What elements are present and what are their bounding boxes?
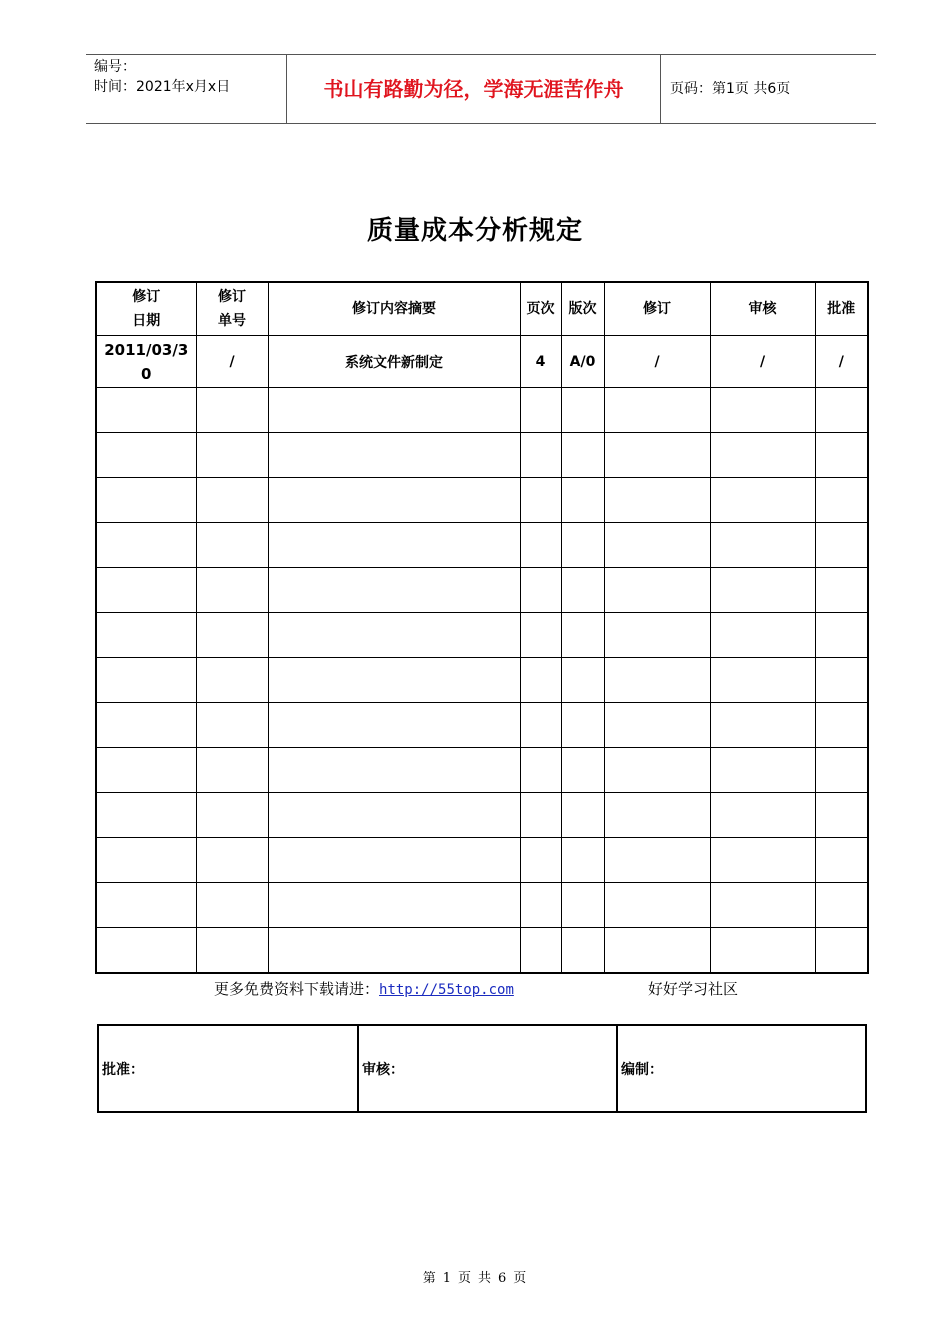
empty-cell xyxy=(561,388,604,433)
empty-cell xyxy=(561,433,604,478)
empty-cell xyxy=(96,388,196,433)
cell-date: 2011/03/3 0 xyxy=(96,336,196,388)
table-row xyxy=(96,433,868,478)
empty-cell xyxy=(196,478,268,523)
empty-cell xyxy=(96,838,196,883)
empty-cell xyxy=(604,838,710,883)
empty-cell xyxy=(815,478,868,523)
empty-cell xyxy=(196,523,268,568)
empty-cell xyxy=(604,568,710,613)
table-row xyxy=(96,336,868,388)
empty-cell xyxy=(561,568,604,613)
empty-cell xyxy=(520,568,561,613)
empty-cell xyxy=(96,793,196,838)
empty-cell xyxy=(710,883,815,928)
header-pages: 页次 xyxy=(520,282,561,336)
empty-cell xyxy=(710,703,815,748)
empty-cell xyxy=(815,388,868,433)
cell-summary: 系统文件新制定 xyxy=(268,336,520,388)
empty-cell xyxy=(268,748,520,793)
empty-cell xyxy=(196,793,268,838)
blank-rows xyxy=(96,388,868,974)
empty-cell xyxy=(815,613,868,658)
download-note xyxy=(214,978,514,999)
empty-cell xyxy=(561,883,604,928)
empty-cell xyxy=(520,748,561,793)
empty-cell xyxy=(520,613,561,658)
empty-cell xyxy=(96,703,196,748)
empty-cell xyxy=(268,433,520,478)
empty-cell xyxy=(520,388,561,433)
table-row xyxy=(96,568,868,613)
empty-cell xyxy=(520,658,561,703)
empty-cell xyxy=(710,838,815,883)
empty-cell xyxy=(96,928,196,974)
cell-review: / xyxy=(710,336,815,388)
header-revision-date: 修订 日期 xyxy=(96,282,196,336)
empty-cell xyxy=(815,838,868,883)
empty-cell xyxy=(520,433,561,478)
table-row xyxy=(96,478,868,523)
empty-cell xyxy=(815,658,868,703)
header-revise: 修订 xyxy=(604,282,710,336)
empty-cell xyxy=(561,838,604,883)
empty-cell xyxy=(268,793,520,838)
empty-cell xyxy=(96,478,196,523)
table-row xyxy=(96,703,868,748)
empty-cell xyxy=(520,478,561,523)
empty-cell xyxy=(604,478,710,523)
header-divider xyxy=(660,55,661,123)
empty-cell xyxy=(561,703,604,748)
empty-cell xyxy=(196,658,268,703)
page-header xyxy=(86,54,876,124)
signature-approve: 批准： xyxy=(98,1025,358,1112)
empty-cell xyxy=(710,433,815,478)
empty-cell xyxy=(196,703,268,748)
empty-cell xyxy=(520,838,561,883)
download-link[interactable]: http://55top.com xyxy=(379,982,514,998)
page-number: 1 xyxy=(442,1271,452,1286)
header-approve: 批准 xyxy=(815,282,868,336)
empty-cell xyxy=(196,928,268,974)
table-row xyxy=(96,838,868,883)
total-pages: 6 xyxy=(498,1271,508,1286)
header-revision-order-no: 修订 单号 xyxy=(196,282,268,336)
empty-cell xyxy=(710,928,815,974)
empty-cell xyxy=(96,568,196,613)
empty-cell xyxy=(815,928,868,974)
table-row xyxy=(96,928,868,974)
empty-cell xyxy=(815,793,868,838)
empty-cell xyxy=(710,748,815,793)
table-row xyxy=(96,523,868,568)
cell-approve: / xyxy=(815,336,868,388)
empty-cell xyxy=(561,793,604,838)
cell-pages: 4 xyxy=(520,336,561,388)
empty-cell xyxy=(96,523,196,568)
community-name: 好好学习社区 xyxy=(648,980,739,998)
empty-cell xyxy=(268,883,520,928)
empty-cell xyxy=(268,523,520,568)
table-row xyxy=(96,748,868,793)
empty-cell xyxy=(815,703,868,748)
empty-cell xyxy=(604,793,710,838)
empty-cell xyxy=(96,433,196,478)
empty-cell xyxy=(815,568,868,613)
download-note-prefix: 更多免费资料下载请进： xyxy=(214,980,380,998)
empty-cell xyxy=(710,658,815,703)
table-row xyxy=(96,613,868,658)
empty-cell xyxy=(710,478,815,523)
empty-cell xyxy=(196,388,268,433)
empty-cell xyxy=(268,478,520,523)
empty-cell xyxy=(268,838,520,883)
header-motto: 书山有路勤为径，学海无涯苦作舟 xyxy=(323,77,624,101)
empty-cell xyxy=(520,703,561,748)
empty-cell xyxy=(604,658,710,703)
empty-cell xyxy=(520,883,561,928)
table-row xyxy=(96,658,868,703)
signature-compile: 编制： xyxy=(617,1025,866,1112)
empty-cell xyxy=(520,928,561,974)
cell-revise: / xyxy=(604,336,710,388)
table-row xyxy=(96,883,868,928)
empty-cell xyxy=(96,748,196,793)
document-title: 质量成本分析规定 xyxy=(366,216,583,246)
table-row xyxy=(96,793,868,838)
empty-cell xyxy=(196,838,268,883)
empty-cell xyxy=(196,883,268,928)
empty-cell xyxy=(520,523,561,568)
empty-cell xyxy=(520,793,561,838)
empty-cell xyxy=(604,883,710,928)
empty-cell xyxy=(268,388,520,433)
empty-cell xyxy=(710,793,815,838)
empty-cell xyxy=(561,928,604,974)
empty-cell xyxy=(268,928,520,974)
empty-cell xyxy=(96,883,196,928)
empty-cell xyxy=(196,433,268,478)
empty-cell xyxy=(561,748,604,793)
empty-cell xyxy=(604,928,710,974)
empty-cell xyxy=(268,703,520,748)
empty-cell xyxy=(96,658,196,703)
table-row xyxy=(96,388,868,433)
header-meta xyxy=(94,57,230,97)
empty-cell xyxy=(710,388,815,433)
header-page-info: 页码：第1页 共6页 xyxy=(670,81,791,97)
empty-cell xyxy=(561,613,604,658)
empty-cell xyxy=(561,478,604,523)
header-revision-summary: 修订内容摘要 xyxy=(268,282,520,336)
revision-table xyxy=(95,281,869,974)
cell-order-no: / xyxy=(196,336,268,388)
empty-cell xyxy=(604,388,710,433)
empty-cell xyxy=(815,883,868,928)
page-footer: 第 1 页 共 6 页 xyxy=(422,1271,528,1286)
empty-cell xyxy=(710,613,815,658)
empty-cell xyxy=(815,433,868,478)
revision-table-header-row xyxy=(96,282,868,336)
empty-cell xyxy=(604,748,710,793)
empty-cell xyxy=(96,613,196,658)
empty-cell xyxy=(268,613,520,658)
doc-time: 时间：2021年x月x日 xyxy=(94,79,231,95)
signature-review: 审核： xyxy=(358,1025,617,1112)
empty-cell xyxy=(561,658,604,703)
empty-cell xyxy=(196,568,268,613)
empty-cell xyxy=(196,613,268,658)
empty-cell xyxy=(604,433,710,478)
empty-cell xyxy=(710,523,815,568)
empty-cell xyxy=(268,568,520,613)
empty-cell xyxy=(561,523,604,568)
empty-cell xyxy=(815,523,868,568)
empty-cell xyxy=(604,523,710,568)
signature-table xyxy=(97,1024,867,1113)
header-review: 审核 xyxy=(710,282,815,336)
empty-cell xyxy=(268,658,520,703)
cell-version: A/0 xyxy=(561,336,604,388)
header-version: 版次 xyxy=(561,282,604,336)
empty-cell xyxy=(710,568,815,613)
empty-cell xyxy=(604,703,710,748)
doc-code-label: 编号： xyxy=(94,59,136,75)
empty-cell xyxy=(196,748,268,793)
empty-cell xyxy=(815,748,868,793)
empty-cell xyxy=(604,613,710,658)
